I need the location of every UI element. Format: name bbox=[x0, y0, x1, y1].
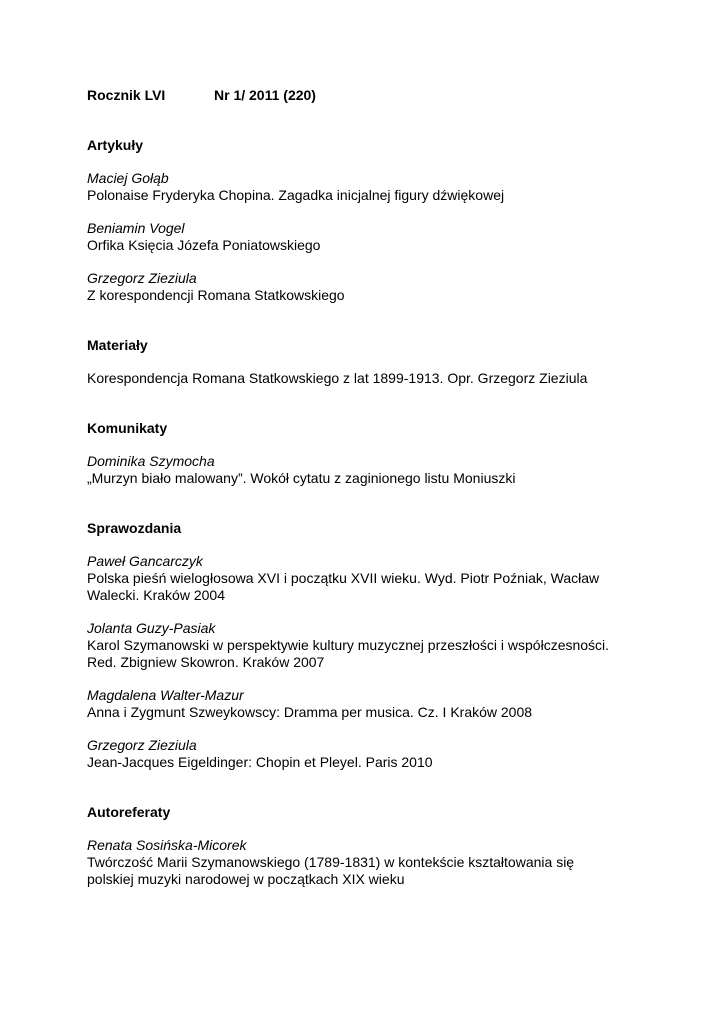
entry-title-line: Polska pieśń wielogłosowa XVI i początku XVII wieku. Wyd. Piotr Poźniak, Wacław bbox=[87, 570, 600, 586]
entry-title: Orfika Księcia Józefa Poniatowskiego bbox=[87, 237, 321, 253]
entry-author: Grzegorz Zieziula bbox=[87, 737, 197, 753]
section-heading-artykuly: Artykuły bbox=[87, 137, 144, 153]
document-page bbox=[87, 87, 638, 888]
entry-title-line: polskiej muzyki narodowej w początkach XIX wieku bbox=[87, 871, 405, 887]
issue-label: Nr 1/ 2011 (220) bbox=[214, 87, 316, 103]
section-heading-autoreferaty: Autoreferaty bbox=[87, 804, 171, 820]
entry-title: Korespondencja Romana Statkowskiego z lat 1899-1913. Opr. Grzegorz Zieziula bbox=[87, 370, 588, 386]
entry-title: „Murzyn biało malowany”. Wokół cytatu z zaginionego listu Moniuszki bbox=[87, 470, 516, 486]
entry-author: Dominika Szymocha bbox=[87, 453, 215, 469]
entry-author: Maciej Gołąb bbox=[87, 170, 169, 186]
entry-author: Renata Sosińska-Micorek bbox=[87, 837, 247, 853]
entry-title: Z korespondencji Romana Statkowskiego bbox=[87, 287, 345, 303]
entry-author: Beniamin Vogel bbox=[87, 220, 185, 236]
section-heading-materialy: Materiały bbox=[87, 337, 148, 353]
entry-title-line: Twórczość Marii Szymanowskiego (1789-1831) w kontekście kształtowania się bbox=[87, 854, 575, 870]
entry-title: Jean-Jacques Eigeldinger: Chopin et Pleyel. Paris 2010 bbox=[87, 754, 433, 770]
entry-title-line: Karol Szymanowski w perspektywie kultury muzycznej przeszłości i współczesności. bbox=[87, 637, 610, 653]
entry-title-line: Red. Zbigniew Skowron. Kraków 2007 bbox=[87, 654, 325, 670]
section-heading-komunikaty: Komunikaty bbox=[87, 420, 168, 436]
entry-title: Polonaise Fryderyka Chopina. Zagadka inicjalnej figury dźwiękowej bbox=[87, 187, 505, 203]
issue-header bbox=[87, 87, 638, 104]
entry-author: Grzegorz Zieziula bbox=[87, 270, 197, 286]
section-heading-sprawozdania: Sprawozdania bbox=[87, 520, 182, 536]
entry-author: Magdalena Walter-Mazur bbox=[87, 687, 244, 703]
volume-label: Rocznik LVI bbox=[87, 87, 166, 103]
entry-title: Anna i Zygmunt Szweykowscy: Dramma per musica. Cz. I Kraków 2008 bbox=[87, 704, 533, 720]
entry-author: Paweł Gancarczyk bbox=[87, 553, 203, 569]
entry-author: Jolanta Guzy-Pasiak bbox=[87, 620, 216, 636]
entry-title-line: Walecki. Kraków 2004 bbox=[87, 587, 225, 603]
